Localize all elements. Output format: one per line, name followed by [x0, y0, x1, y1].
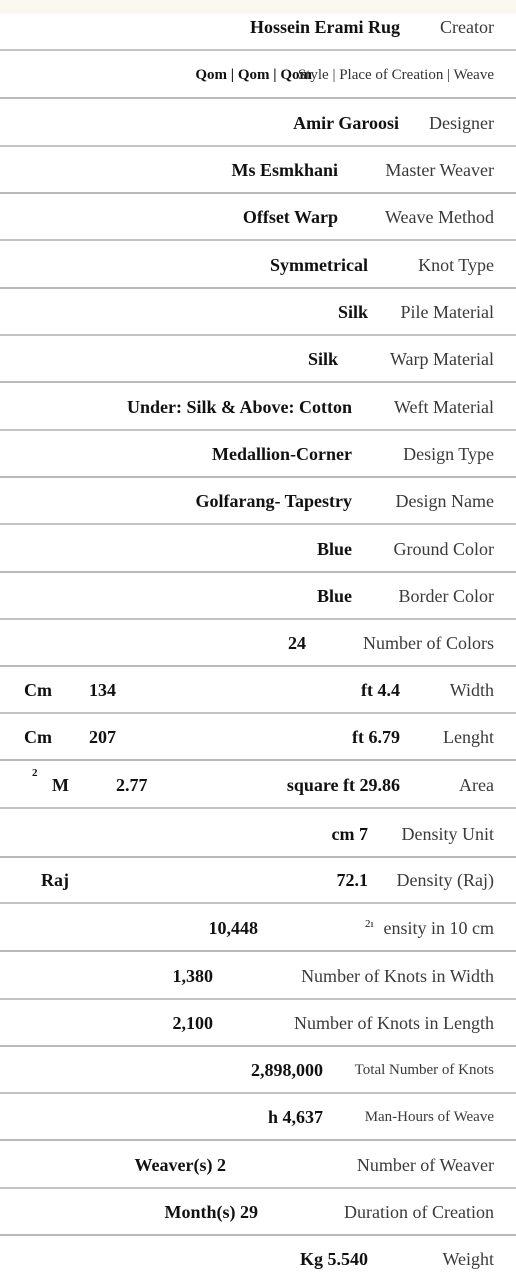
row-total-knots	[0, 1047, 516, 1094]
pile-material-label: Pile Material	[400, 302, 494, 322]
pile-material-value: Silk	[337, 302, 368, 322]
duration-label: Duration of Creation	[344, 1202, 494, 1222]
style-place-weave-label: Style | Place of Creation | Weave	[297, 67, 494, 83]
row-density-10cm	[0, 905, 516, 952]
warp-material-value: Silk	[307, 349, 338, 369]
length-metric-value: 207	[89, 727, 116, 747]
knots-length-label: Number of Knots in Length	[294, 1013, 494, 1033]
row-man-hours	[0, 1094, 516, 1141]
density-raj-unit: Raj	[41, 870, 69, 890]
number-of-weaver-value: Weaver(s) 2	[134, 1155, 226, 1175]
total-knots-value: 2,898,000	[251, 1060, 323, 1080]
row-master-weaver	[0, 147, 516, 194]
total-knots-label: Total Number of Knots	[354, 1062, 494, 1078]
length-label: Lenght	[443, 727, 494, 747]
border-color-label: Border Color	[398, 586, 494, 606]
density-raj-value: 72.1	[336, 870, 368, 890]
row-knots-width	[0, 953, 516, 1000]
row-weave-method	[0, 194, 516, 241]
row-style-place-weave	[0, 52, 516, 99]
row-border-color	[0, 573, 516, 620]
row-pile-material	[0, 289, 516, 336]
density-unit-label: Density Unit	[401, 824, 494, 844]
weft-material-value: Under: Silk & Above: Cotton	[126, 397, 352, 417]
row-creator	[0, 4, 516, 51]
design-name-label: Design Name	[395, 491, 494, 511]
warp-material-label: Warp Material	[389, 349, 494, 369]
row-divider	[0, 523, 516, 525]
density-raj-label: Density (Raj)	[396, 870, 494, 890]
row-divider	[0, 49, 516, 51]
ground-color-value: Blue	[316, 539, 352, 559]
row-design-name	[0, 478, 516, 525]
knots-width-value: 1,380	[172, 966, 213, 986]
width-metric-unit: Cm	[24, 680, 52, 700]
row-density-raj	[0, 857, 516, 904]
row-divider	[0, 902, 516, 904]
knot-type-label: Knot Type	[418, 255, 494, 275]
row-divider	[0, 1139, 516, 1141]
creator-label: Creator	[440, 17, 494, 37]
weight-value: Kg 5.540	[299, 1249, 368, 1269]
row-design-type	[0, 431, 516, 478]
width-label: Width	[449, 680, 494, 700]
row-divider	[0, 239, 516, 241]
man-hours-value: h 4,637	[267, 1107, 323, 1127]
density-unit-value: cm 7	[331, 824, 368, 844]
weave-method-value: Offset Warp	[242, 207, 338, 227]
row-number-of-colors	[0, 620, 516, 667]
row-divider	[0, 807, 516, 809]
row-divider	[0, 950, 516, 952]
width-metric-value: 134	[89, 680, 116, 700]
length-metric-unit: Cm	[24, 727, 52, 747]
designer-value: Amir Garoosi	[293, 113, 399, 133]
designer-label: Designer	[429, 113, 494, 133]
row-knot-type	[0, 242, 516, 289]
man-hours-label: Man-Hours of Weave	[364, 1109, 494, 1125]
row-length	[0, 714, 516, 761]
row-width	[0, 667, 516, 714]
knots-length-value: 2,100	[172, 1013, 213, 1033]
length-imperial-value: ft 6.79	[352, 727, 400, 747]
row-duration	[0, 1189, 516, 1236]
knots-width-label: Number of Knots in Width	[301, 966, 494, 986]
density-10cm-label: ensity in 10 cm	[383, 918, 494, 938]
weft-material-label: Weft Material	[393, 397, 494, 417]
row-designer	[0, 100, 516, 147]
design-type-value: Medallion-Corner	[212, 444, 352, 464]
row-knots-length	[0, 1000, 516, 1047]
row-density-unit	[0, 811, 516, 858]
area-metric-value: 2.77	[116, 775, 148, 795]
width-imperial-value: ft 4.4	[361, 680, 400, 700]
knot-type-value: Symmetrical	[270, 255, 368, 275]
weave-method-label: Weave Method	[384, 207, 494, 227]
master-weaver-label: Master Weaver	[385, 160, 494, 180]
row-ground-color	[0, 526, 516, 573]
row-weight	[0, 1236, 516, 1283]
ground-color-label: Ground Color	[393, 539, 494, 559]
density-10cm-superscript: 2ı	[365, 918, 374, 930]
duration-value: Month(s) 29	[164, 1202, 258, 1222]
number-of-weaver-label: Number of Weaver	[356, 1155, 494, 1175]
number-of-colors-label: Number of Colors	[363, 633, 494, 653]
row-warp-material	[0, 336, 516, 383]
number-of-colors-value: 24	[288, 633, 306, 653]
design-type-label: Design Type	[403, 444, 494, 464]
row-divider	[0, 759, 516, 761]
density-10cm-value: 10,448	[208, 918, 258, 938]
row-number-of-weaver	[0, 1142, 516, 1189]
area-label: Area	[459, 775, 494, 795]
design-name-value: Golfarang- Tapestry	[195, 491, 352, 511]
row-weft-material	[0, 384, 516, 431]
row-area	[0, 762, 516, 809]
area-imperial-value: square ft 29.86	[286, 775, 400, 795]
master-weaver-value: Ms Esmkhani	[231, 160, 338, 180]
border-color-value: Blue	[316, 586, 352, 606]
style-place-weave-value: Qom | Qom | Qom	[195, 67, 312, 83]
weight-label: Weight	[442, 1249, 494, 1269]
area-metric-superscript: 2	[32, 767, 38, 779]
creator-value: Hossein Erami Rug	[249, 17, 400, 37]
row-divider	[0, 97, 516, 99]
row-divider	[0, 381, 516, 383]
area-metric-unit: M	[52, 775, 69, 795]
